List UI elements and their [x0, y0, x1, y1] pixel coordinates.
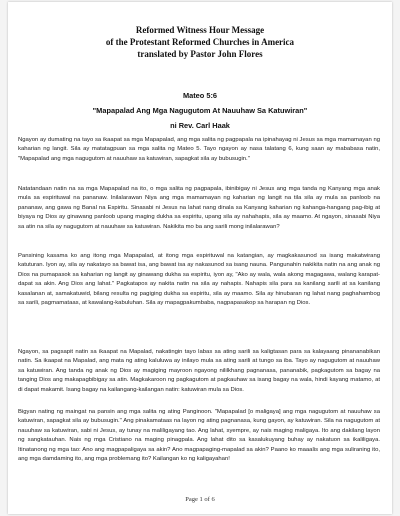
body-paragraph: Pansining kasama ko ang itong mga Mapapalad, at itong mga espirituwal na katangian, ay magkakasunod sa isang makatwirang katuturan. Iyon ay, sila ay nakatayo sa bawat isa, ang bawat isa ay nakasunod sa isang nauna. Pangunahin nakikita natin na ang anak ng Dios na pumapasok sa kaharian ng langit ay ginawang dukha sa espiritu, iyon ay, "Ako ay wala, wala akong magagawa, walang karapat-dapat sa akin. Ang Dios ang lahat." Pagkatapos ay nakita natin na sila ay nahapis. Nahapis sila para sa kanilang sarili at sa kanilang kasalanan at, samakatuwid, bilang resulta ng pagiging dukha sa espiritu, sila ay maamo. Sila ay hinubaran ng lahat nang paghahambog sa sarili, pagmamataas, at kawalang-kabuluhan. Sila ay mapagpakumbaba, nagpapasakop sa harapan ng Dios. — [18, 253, 380, 307]
sermon-title: "Mapapalad Ang Mga Nagugutom At Nauuhaw Sa Katuwiran" — [92, 106, 308, 115]
body-paragraph: Natatandaan natin na sa mga Mapapalad na ito, o mga salita ng pagpapala, ibinibigay ni Jesus ang mga tanda ng Kanyang mga anak mula sa espirituwal na pananaw. Inilalarawan Niya ang mga mamamayan ng kaharian ng langit na tila sila ay mula sa panloob na pananaw, ang gawa ng Banal na Espiritu. Sinasabi ni Jesus na lahat nang dinala sa Kanyang kaharian ng kahanga-hangang pag-ibig at biyaya ng Dios ay ginawang panloob upang maging dukha sa espiritu, upang sila ay nahahapis, sila ay maamo. At ngayon, sinasabi Niya sa atin na sila ay nagugutom at nauuhaw sa katuwiran. Nakikita mo ba ang sarili mong inilalarawan? — [18, 186, 380, 230]
header-line-2: of the Protestant Reformed Churches in America — [105, 37, 295, 47]
header-line-1: Reformed Witness Hour Message — [135, 25, 265, 35]
body-paragraph: Bigyan nating ng maingat na pansin ang mga salita ng ating Panginoon. "Mapapalad [o maligaya] ang mga nagugutom at nauuhaw sa katuwiran, sapagkat sila ay bubusugin." Ang pinakamataas na layon ng ating pagnanasa, kung gayon, ay katuwiran. Sila na nagugutom at nauuhaw sa katuwiran, sabi ni Jesus, ay tunay na maliligayang tao. Ang lahat, syempre, ay nais maging maligaya. Ito ang dakilang layon ng sangkatauhan. Nais ng mga Cristiano na maging pinagpala. Ang lahat dito sa kasalukuyang buhay ay nakatuon sa ikaliligaya. Itinatanong ng mga tao: Ano ang magpapaligaya sa akin? Ano magpapaging-mapalad sa akin? Paano ko maaalis ang mga suliraning ito, ang mga damdaming ito, ang mga problemang ito? Kailangan ko ng kaligayahan! — [18, 409, 380, 463]
sermon-title-block — [8, 88, 392, 133]
header-line-3: translated by Pastor John Flores — [137, 49, 263, 59]
body-paragraph: Ngayon ay dumating na tayo sa ikaapat sa mga Mapapalad, ang mga salita ng pagpapala na ipinahayag ni Jesus sa mga mamamayan ng kaharian ng langit. Sila ay matatagpuan sa mga salita ng Mateo 5. Tayo ngayon ay nasa talatang 6, kung saan ay mababasa natin, "Mapapalad ang mga nagugutom at nauuhaw sa katuwiran, sapagkat sila ay bubusugin." — [18, 137, 380, 162]
body-paragraph: Ngayon, sa pagsapit natin sa ikaapat na Mapalad, nakatingin tayo labas sa ating sarili sa kaligtasan para sa kalayaang pinananabikan natin. Sa ikaapat na Mapalad, ang mata ng ating kaluluwa ay inilayo mula sa ating sarili at tungo sa iba. Tayo ay nagugutom at nauuhaw sa katuwiran. Ang tanda ng anak ng Dios ay magiging mayroon ngayong nililkhang pagnanasa, pananabik, pagkagutom sa bagay na tanging Dios ang makapagbibigay sa atin. Magkakaroon ng pagkagutom at pagkauhaw sa isang bagay na wala, hindi kayang matamo, at di dapat makamit. Isang bagay na kailangang-kailangan natin: katuwiran mula sa Dios. — [18, 349, 380, 393]
document-page — [8, 2, 392, 514]
scripture-reference: Mateo 5:6 — [182, 91, 218, 100]
sermon-author: ni Rev. Carl Haak — [170, 121, 230, 130]
page-number: Page 1 of 6 — [185, 496, 215, 503]
document-header — [8, 24, 392, 60]
